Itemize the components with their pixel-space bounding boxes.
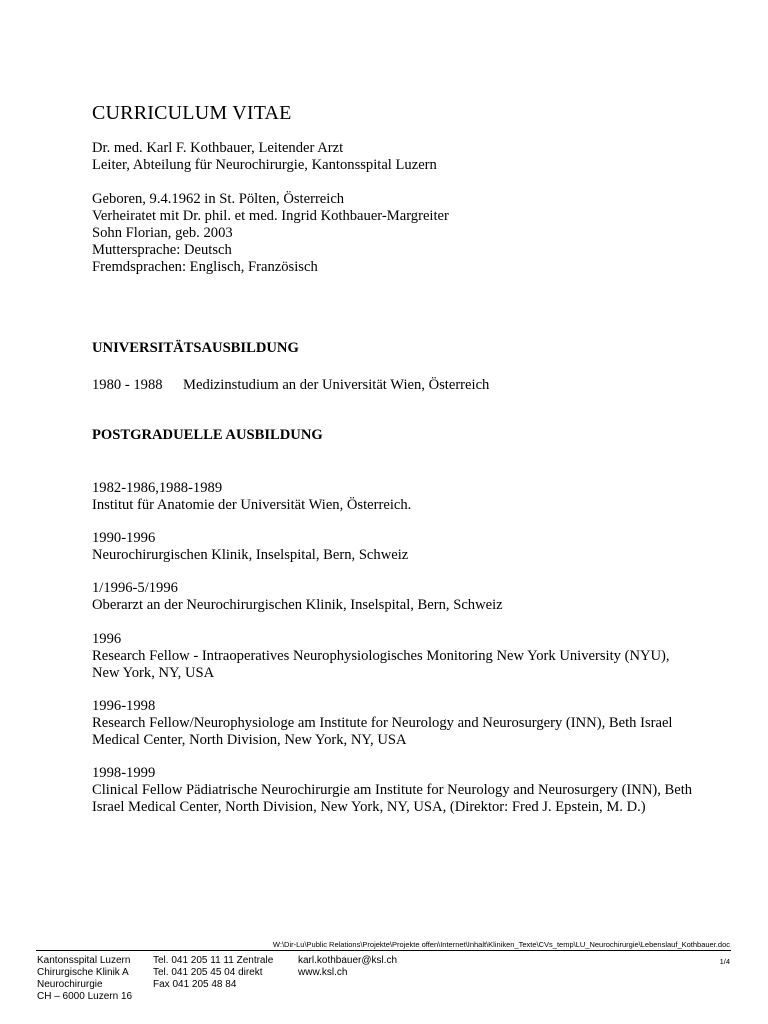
entry-period: 1998-1999: [92, 765, 156, 781]
entry-text: Israel Medical Center, North Division, New York, NY, USA, (Direktor: Fred J. Epstein, M. D.): [92, 799, 646, 815]
entry-period: 1990-1996: [92, 530, 156, 546]
page-title: CURRICULUM VITAE: [92, 102, 292, 124]
entry-period: 1/1996-5/1996: [92, 580, 178, 596]
footer-email[interactable]: karl.kothbauer@ksl.ch: [298, 955, 398, 966]
footer-contact: [298, 955, 397, 979]
footer-phones: [153, 955, 273, 991]
university-entry: [92, 377, 489, 394]
footer-address: [37, 955, 132, 1003]
entry-period: 1982-1986,1988-1989: [92, 480, 223, 496]
footer-address-line: Kantonsspital Luzern: [37, 955, 131, 966]
entry-text: Research Fellow - Intraoperatives Neurophysiologisches Monitoring New York University (NYU),: [92, 648, 670, 664]
entry-text: Medical Center, North Division, New York, NY, USA: [92, 732, 407, 748]
footer-address-line: Chirurgische Klinik A: [37, 967, 129, 978]
university-heading: UNIVERSITÄTSAUSBILDUNG: [92, 340, 299, 356]
name-line: Dr. med. Karl F. Kothbauer, Leitender Arzt: [92, 140, 344, 156]
position-line: Leiter, Abteilung für Neurochirurgie, Kantonsspital Luzern: [92, 157, 437, 173]
entry-period: 1996-1998: [92, 698, 156, 714]
foreign-languages-line: Fremdsprachen: Englisch, Französisch: [92, 259, 318, 275]
marriage-line: Verheiratet mit Dr. phil. et med. Ingrid Kothbauer-Margreiter: [92, 208, 449, 224]
footer-phone-line: Tel. 041 205 45 04 direkt: [153, 967, 263, 978]
university-text: Medizinstudium an der Universität Wien, Österreich: [183, 377, 490, 393]
footer-address-line: Neurochirurgie: [37, 979, 103, 990]
entry-period: 1996: [92, 631, 122, 647]
footer-address-line: CH – 6000 Luzern 16: [37, 991, 133, 1002]
son-line: Sohn Florian, geb. 2003: [92, 225, 233, 241]
footer-divider: [36, 950, 731, 951]
entry-text: Oberarzt an der Neurochirurgischen Klinik, Inselspital, Bern, Schweiz: [92, 597, 503, 613]
birth-line: Geboren, 9.4.1962 in St. Pölten, Österreich: [92, 191, 345, 207]
entry-text: Clinical Fellow Pädiatrische Neurochirurgie am Institute for Neurology and Neurosurgery (INN), Beth: [92, 782, 693, 798]
entry-text: Research Fellow/Neurophysiologe am Institute for Neurology and Neurosurgery (INN), Beth Israel: [92, 715, 673, 731]
entry-text: Institut für Anatomie der Universität Wien, Österreich.: [92, 497, 412, 513]
mother-tongue-line: Muttersprache: Deutsch: [92, 242, 232, 258]
footer-file-path: W:\Dir-Lu\Public Relations\Projekte\Projekte offen\Internet\Inhalt\Kliniken_Texte\CVs_temp\LU_Neurochirurgie\Lebenslauf_Kothbauer.doc: [272, 940, 730, 949]
entry-text: Neurochirurgischen Klinik, Inselspital, Bern, Schweiz: [92, 547, 409, 563]
page-number: 1/4: [719, 957, 730, 966]
university-years: 1980 - 1988: [92, 377, 163, 393]
postgraduate-heading: POSTGRADUELLE AUSBILDUNG: [92, 427, 323, 443]
footer-phone-line: Fax 041 205 48 84: [153, 979, 237, 990]
entry-text: New York, NY, USA: [92, 665, 215, 681]
footer-phone-line: Tel. 041 205 11 11 Zentrale: [153, 955, 274, 966]
footer-website[interactable]: www.ksl.ch: [298, 967, 348, 978]
